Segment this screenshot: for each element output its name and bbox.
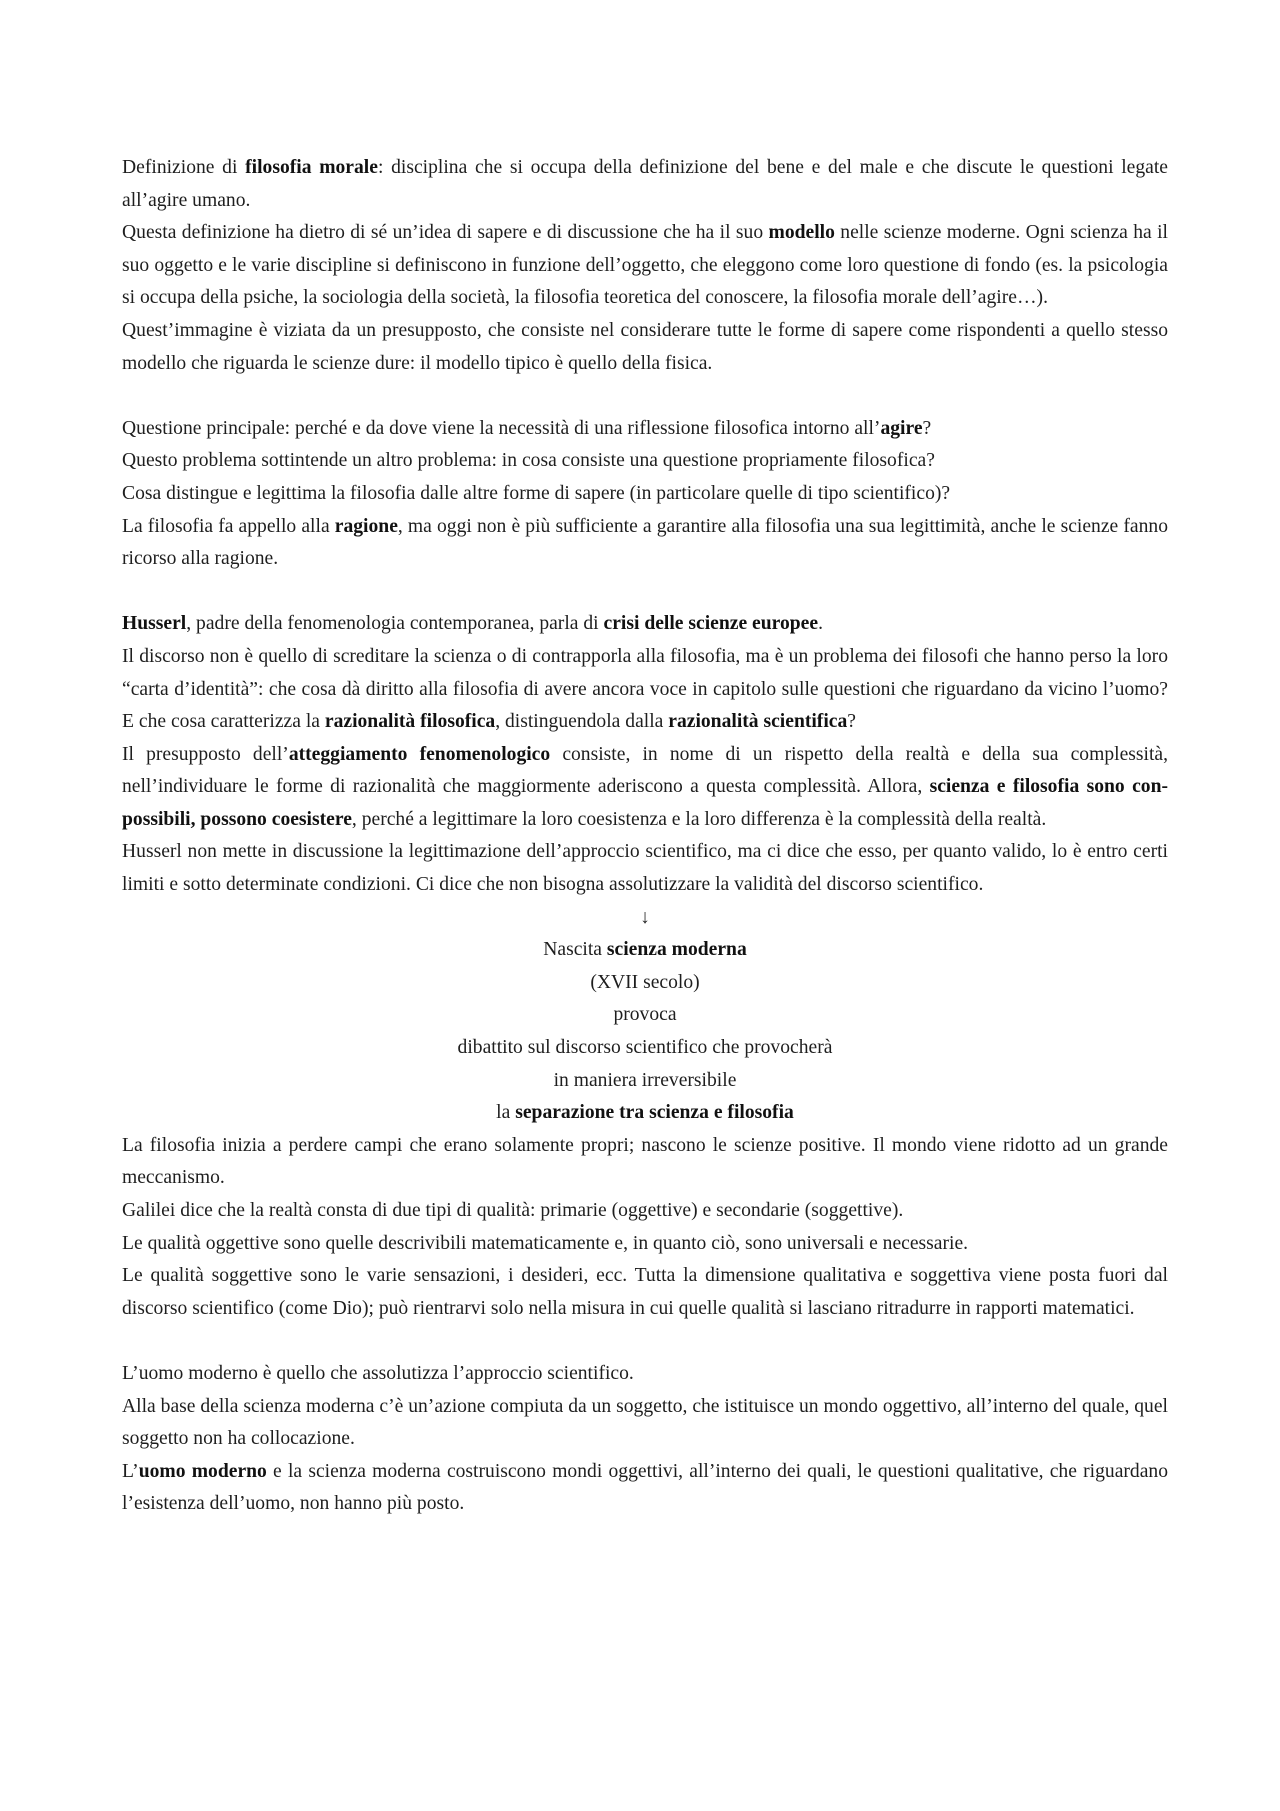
paragraph-main-question: Questione principale: perché e da dove viene la necessità di una riflessione filosofica intorno all’agire? [122, 417, 932, 439]
center-line-6: la separazione tra scienza e filosofia [496, 1102, 794, 1124]
paragraph-legitimation: Husserl non mette in discussione la legittimazione dell’approccio scientifico, ma ci dice che esso, per quanto valido, lo è entro certi limiti e sotto determinate condizioni. Ci dice che non bisogna assolutizzare la validità del discorso scientifico. [122, 841, 1168, 896]
paragraph-model: Questa definizione ha dietro di sé un’idea di sapere e di discussione che ha il suo modello nelle scienze moderne. Ogni scienza ha il suo oggetto e le varie discipline si definiscono in funzione dell’oggetto, che eleggono come loro questione di fondo (es. la psicologia si occupa della psiche, la sociologia della società, la filosofia teoretica del conoscere, la filosofia morale dell’agire…). [122, 222, 1168, 309]
down-arrow-icon: ↓ [640, 906, 650, 928]
paragraph-objective-worlds: L’uomo moderno e la scienza moderna costruiscono mondi oggettivi, all’interno dei quali, le questioni qualitative, che riguardano l’esistenza dell’uomo, non hanno più posto. [122, 1460, 1168, 1515]
center-line-3: provoca [613, 1004, 677, 1026]
term-agire: agire [880, 417, 923, 439]
paragraph-problem: Questo problema sottintende un altro problema: in cosa consiste una questione propriamente filosofica? [122, 450, 935, 472]
paragraph-presupposition: Quest’immagine è viziata da un presupposto, che consiste nel considerare tutte le forme di sapere come rispondenti a quello stesso modello che riguarda le scienze dure: il modello tipico è quello della fisica. [122, 319, 1168, 374]
term-con-possibili: scienza e filosofia sono con-possibili, possono coesistere [122, 776, 1168, 830]
paragraph-modern-man: L’uomo moderno è quello che assolutizza l’approccio scientifico. [122, 1362, 634, 1384]
term-filosofia-morale: filosofia morale [245, 157, 378, 178]
paragraph-gap [122, 380, 1168, 413]
paragraph-subjective-qualities: Le qualità soggettive sono le varie sensazioni, i desideri, ecc. Tutta la dimensione qualitativa e soggettiva viene posta fuori dal discorso scientifico (come Dio); può rientrarvi solo nella misura in cui quelle qualità si lasciano ritradurre in rapporti matematici. [122, 1265, 1168, 1319]
paragraph-identity: Il discorso non è quello di screditare la scienza o di contrapporla alla filosofia, ma è un problema dei filosofi che hanno perso la loro “carta d’identità”: che cosa dà diritto alla filosofia di avere ancora voce in capitolo sulle questioni che riguardano da vicino l’uomo? E che cosa caratterizza la razionalità filosofica, distinguendola dalla razionalità scientifica? [122, 645, 1168, 733]
center-line-1: Nascita scienza moderna [543, 939, 747, 961]
paragraph-subject: Alla base della scienza moderna c’è un’azione compiuta da un soggetto, che istituisce un mondo oggettivo, all’interno del quale, quel soggetto non ha collocazione. [122, 1395, 1168, 1450]
paragraph-gap [122, 1325, 1168, 1358]
paragraph-distinction: Cosa distingue e legittima la filosofia dalle altre forme di sapere (in particolare quelle di tipo scientifico)? [122, 482, 951, 504]
paragraph-husserl: Husserl, padre della fenomenologia contemporanea, parla di crisi delle scienze europee. [122, 613, 823, 635]
term-razionalita-scientifica: razionalità scientifica [668, 711, 848, 733]
paragraph-reason: La filosofia fa appello alla ragione, ma oggi non è più sufficiente a garantire alla filosofia una sua legittimità, anche le scienze fanno ricorso alla ragione. [122, 515, 1168, 570]
term-uomo-moderno: uomo moderno [138, 1460, 267, 1482]
center-line-4: dibattito sul discorso scientifico che provocherà [457, 1037, 833, 1059]
center-line-2: (XVII secolo) [590, 971, 700, 993]
term-ragione: ragione [334, 515, 398, 537]
term-modello: modello [768, 222, 835, 244]
center-line-5: in maniera irreversibile [553, 1069, 737, 1091]
document-page [122, 152, 1168, 1521]
paragraph-phenomenology: Il presupposto dell’atteggiamento fenomenologico consiste, in nome di un rispetto della realtà e della sua complessità, nell’individuare le forme di razionalità che maggiormente aderiscono a questa complessità. Allora, scienza e filosofia sono con-possibili, possono coesistere, perché a legittimare la loro coesistenza e la loro differenza è la complessità della realtà. [122, 743, 1168, 830]
term-atteggiamento: atteggiamento fenomenologico [288, 743, 551, 765]
term-razionalita-filosofica: razionalità filosofica [324, 711, 496, 733]
paragraph-gap [122, 576, 1168, 609]
paragraph-positive-sciences: La filosofia inizia a perdere campi che erano solamente propri; nascono le scienze positive. Il mondo viene ridotto ad un grande meccanismo. [122, 1134, 1168, 1189]
paragraph-objective-qualities: Le qualità oggettive sono quelle descrivibili matematicamente e, in quanto ciò, sono universali e necessarie. [122, 1232, 969, 1254]
term-husserl: Husserl [122, 613, 187, 635]
paragraph-definition: Definizione di filosofia morale: disciplina che si occupa della definizione del bene e del male e che discute le questioni legate all’agire umano. [122, 157, 1168, 211]
term-crisi: crisi delle scienze europee [603, 613, 819, 635]
paragraph-galilei: Galilei dice che la realtà consta di due tipi di qualità: primarie (oggettive) e secondarie (soggettive). [122, 1200, 904, 1221]
